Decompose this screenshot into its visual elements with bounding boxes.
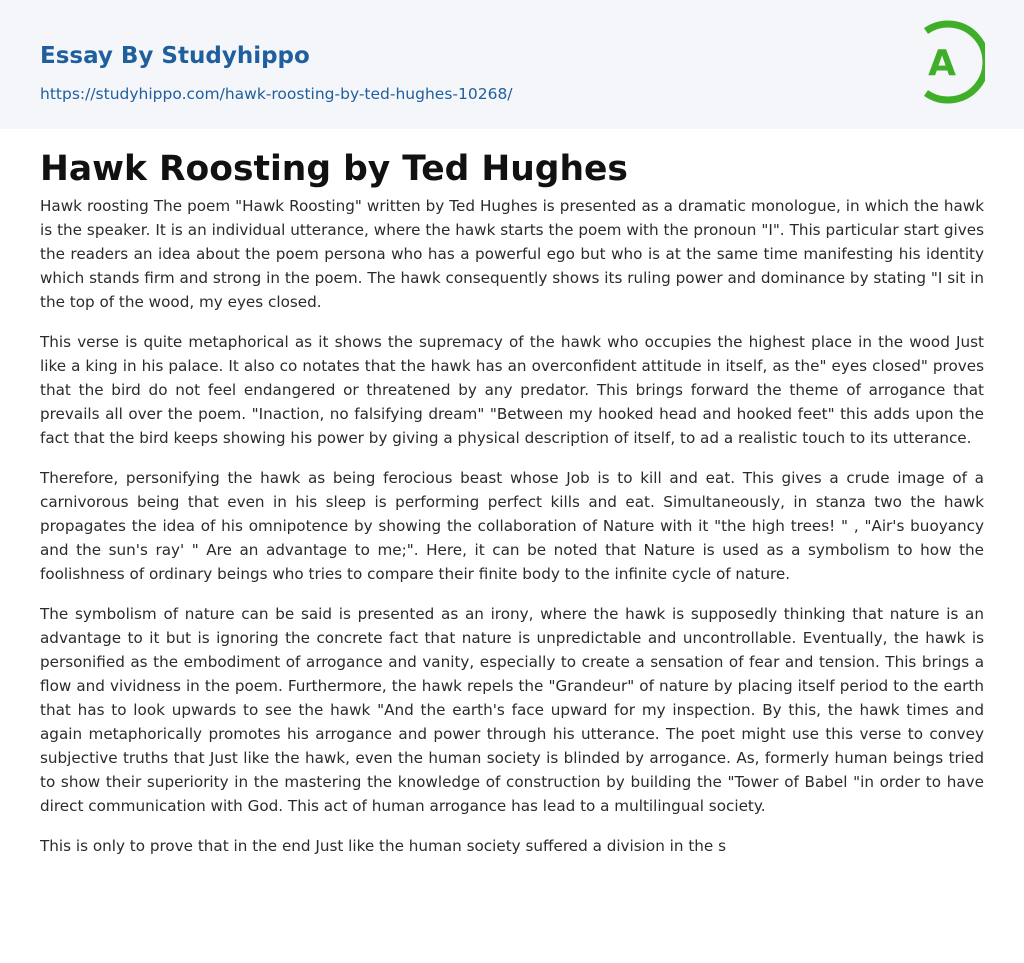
logo-letter: A bbox=[928, 43, 956, 84]
article-paragraph-3: Therefore, personifying the hawk as being ferocious beast whose Job is to kill and eat. This gives a crude image of a carnivorous being that even in his sleep is performing perfect kills and eat. Simultaneously, in stanza two the hawk propagates the idea of his omnipotence by showing the collaboration of Nature with it "the high trees! " , "Air's buoyancy and the sun's ray' " Are an advantage to me;". Here, it can be noted that Nature is used as a symbolism to how the foolishness of ordinary beings who tries to compare their finite body to the infinite cycle of nature. bbox=[40, 469, 984, 583]
article-paragraph-1: Hawk roosting The poem "Hawk Roosting" written by Ted Hughes is presented as a dramatic monologue, in which the hawk is the speaker. It is an individual utterance, where the hawk starts the poem with the pronoun "I". This particular start gives the readers an idea about the poem persona who has a powerful ego but who is at the same time manifesting his identity which stands firm and strong in the poem. The hawk consequently shows its ruling power and dominance by stating "I sit in the top of the wood, my eyes closed. bbox=[40, 197, 984, 311]
article-paragraph-4: The symbolism of nature can be said is presented as an irony, where the hawk is supposedly thinking that nature is an advantage to it but is ignoring the concrete fact that nature is unpredictable and uncontrollable. Eventually, the hawk is personified as the embodiment of arrogance and vanity, especially to create a sensation of fear and tension. This brings a flow and vividness in the poem. Furthermore, the hawk repels the "Grandeur" of nature by placing itself period to the earth that has to look upwards to see the hawk "And the earth's face upward for my inspection. By this, the hawk times and again metaphorically promotes his arrogance and power through his utterance. The poet might use this verse to convey subjective truths that Just like the hawk, even the human society is blinded by arrogance. As, formerly human beings tried to show their superiority in the mastering the knowledge of construction by building the "Tower of Babel "in order to have direct communication with God. This act of human arrogance has lead to a multilingual society. bbox=[40, 605, 984, 815]
article-paragraph-5: This is only to prove that in the end Just like the human society suffered a division in the s bbox=[40, 837, 726, 855]
article-title: Hawk Roosting by Ted Hughes bbox=[40, 149, 628, 189]
site-brand: Essay By Studyhippo bbox=[40, 43, 310, 69]
article-body bbox=[40, 194, 984, 874]
essay-url-link[interactable]: https://studyhippo.com/hawk-roosting-by-ted-hughes-10268/ bbox=[40, 85, 513, 103]
article-paragraph-2: This verse is quite metaphorical as it shows the supremacy of the hawk who occupies the highest place in the wood Just like a king in his palace. It also co notates that the hawk has an overconfident attitude in itself, as the" eyes closed" proves that the bird do not feel endangered or threatened by any predator. This brings forward the theme of arrogance that prevails all over the poem. "Inaction, no falsifying dream" "Between my hooked head and hooked feet" this adds upon the fact that the bird keeps showing his power by giving a physical description of itself, to ad a realistic touch to its utterance. bbox=[40, 333, 984, 447]
studyhippo-logo-icon[interactable] bbox=[899, 19, 985, 105]
